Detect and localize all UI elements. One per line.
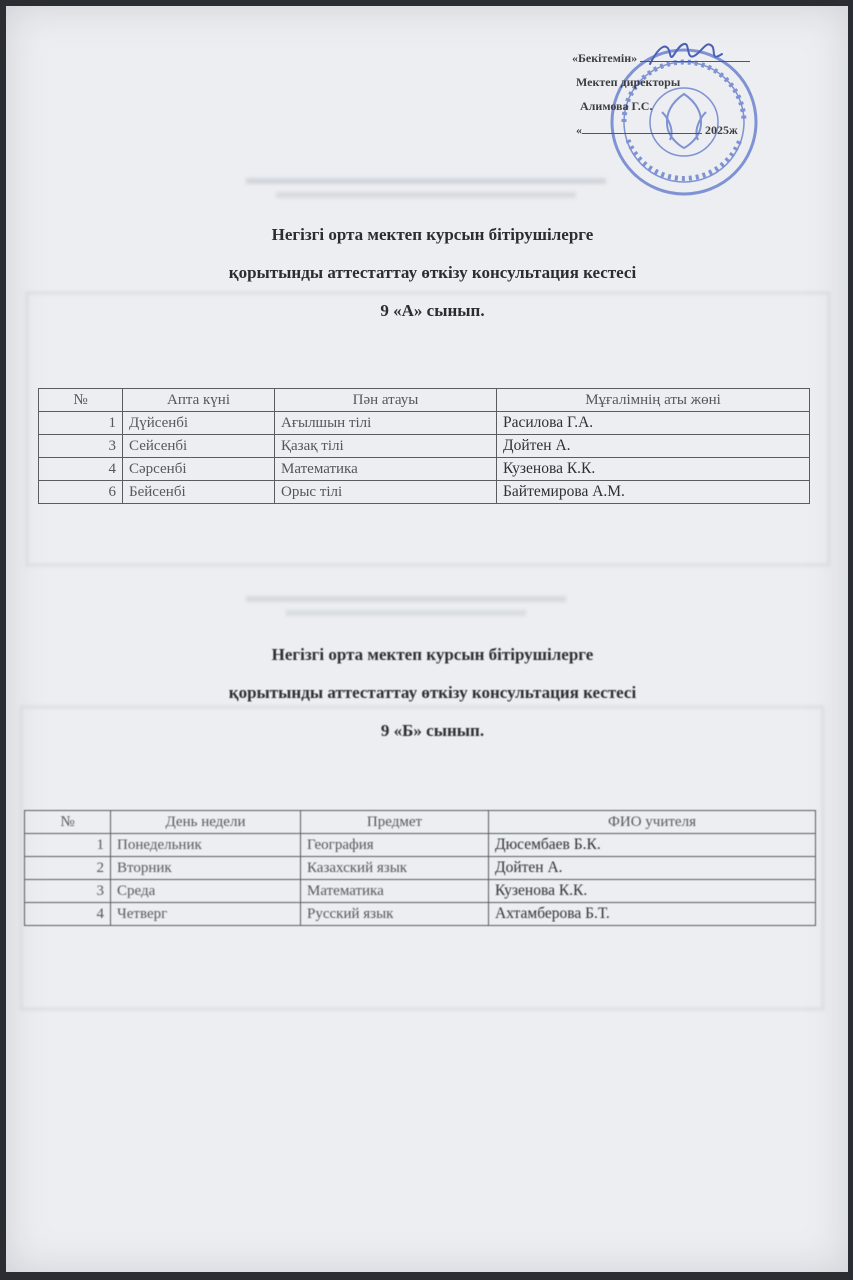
- row-weekday: Вторник: [111, 857, 301, 880]
- row-weekday: Среда: [111, 880, 301, 903]
- section-b-title-line2: қорытынды аттестаттау өткізу консультация кестесі: [228, 683, 637, 702]
- table-row: [25, 903, 816, 926]
- approval-line: [572, 46, 802, 70]
- row-number: 2: [25, 857, 111, 880]
- bleed-through-text: [246, 596, 626, 636]
- section-b-title-line1: Негізгі орта мектеп курсын бітірушілерге: [271, 645, 594, 664]
- row-number: 4: [25, 903, 111, 926]
- row-weekday: Дүйсенбі: [123, 412, 275, 435]
- approval-date: [576, 118, 802, 142]
- schedule-table-9b: [24, 810, 816, 926]
- row-subject: Математика: [301, 880, 489, 903]
- date-prefix: «: [576, 123, 582, 137]
- table-row: [25, 834, 816, 857]
- row-weekday: Бейсенбі: [123, 481, 275, 504]
- column-header-weekday: Апта күні: [123, 389, 275, 412]
- row-teacher: Дойтен А.: [497, 435, 810, 458]
- column-header-number: №: [25, 811, 111, 834]
- section-a-title-line2: қорытынды аттестаттау өткізу консультация кестесі: [228, 263, 637, 282]
- row-teacher: Ахтамберова Б.Т.: [489, 903, 816, 926]
- table-row: [39, 458, 810, 481]
- column-header-teacher: ФИО учителя: [489, 811, 816, 834]
- section-b-class-label: 9 «Б» сынып.: [380, 721, 485, 740]
- row-teacher: Дюсембаев Б.К.: [489, 834, 816, 857]
- row-subject: Ағылшын тілі: [275, 412, 497, 435]
- row-subject: География: [301, 834, 489, 857]
- table-row: [25, 857, 816, 880]
- approval-block: [572, 46, 802, 142]
- row-teacher: Расилова Г.А.: [497, 412, 810, 435]
- date-year: 2025ж: [705, 123, 738, 137]
- row-teacher: Дойтен А.: [489, 857, 816, 880]
- column-header-teacher: Мұғалімнің аты жөні: [497, 389, 810, 412]
- table-row: [39, 435, 810, 458]
- row-number: 1: [25, 834, 111, 857]
- column-header-subject: Пән атауы: [275, 389, 497, 412]
- row-number: 4: [39, 458, 123, 481]
- table-row: [39, 481, 810, 504]
- row-weekday: Понедельник: [111, 834, 301, 857]
- row-weekday: Сәрсенбі: [123, 458, 275, 481]
- row-teacher: Байтемирова А.М.: [497, 481, 810, 504]
- signature-line: [640, 61, 750, 62]
- section-a-title-line1: Негізгі орта мектеп курсын бітірушілерге: [271, 225, 594, 244]
- section-a-heading: [6, 216, 853, 330]
- approved-label: «Бекітемін»: [572, 51, 638, 65]
- schedule-table-9a: [38, 388, 810, 504]
- row-number: 1: [39, 412, 123, 435]
- row-subject: Орыс тілі: [275, 481, 497, 504]
- row-number: 6: [39, 481, 123, 504]
- table-header-row: [25, 811, 816, 834]
- director-name: Алимова Г.С.: [580, 99, 653, 113]
- bleed-through-text: [246, 178, 626, 218]
- row-subject: Русский язык: [301, 903, 489, 926]
- column-header-weekday: День недели: [111, 811, 301, 834]
- section-b-heading: [6, 636, 853, 750]
- row-subject: Казахский язык: [301, 857, 489, 880]
- column-header-subject: Предмет: [301, 811, 489, 834]
- row-subject: Математика: [275, 458, 497, 481]
- row-number: 3: [25, 880, 111, 903]
- document-page: [6, 6, 848, 1272]
- row-weekday: Четверг: [111, 903, 301, 926]
- table-header-row: [39, 389, 810, 412]
- table-row: [25, 880, 816, 903]
- column-header-number: №: [39, 389, 123, 412]
- row-weekday: Сейсенбі: [123, 435, 275, 458]
- section-a-class-label: 9 «А» сынып.: [380, 301, 485, 320]
- director-position: Мектеп директоры: [576, 75, 681, 89]
- row-teacher: Кузенова К.К.: [489, 880, 816, 903]
- table-row: [39, 412, 810, 435]
- row-subject: Қазақ тілі: [275, 435, 497, 458]
- row-teacher: Кузенова К.К.: [497, 458, 810, 481]
- row-number: 3: [39, 435, 123, 458]
- date-line: [582, 133, 702, 134]
